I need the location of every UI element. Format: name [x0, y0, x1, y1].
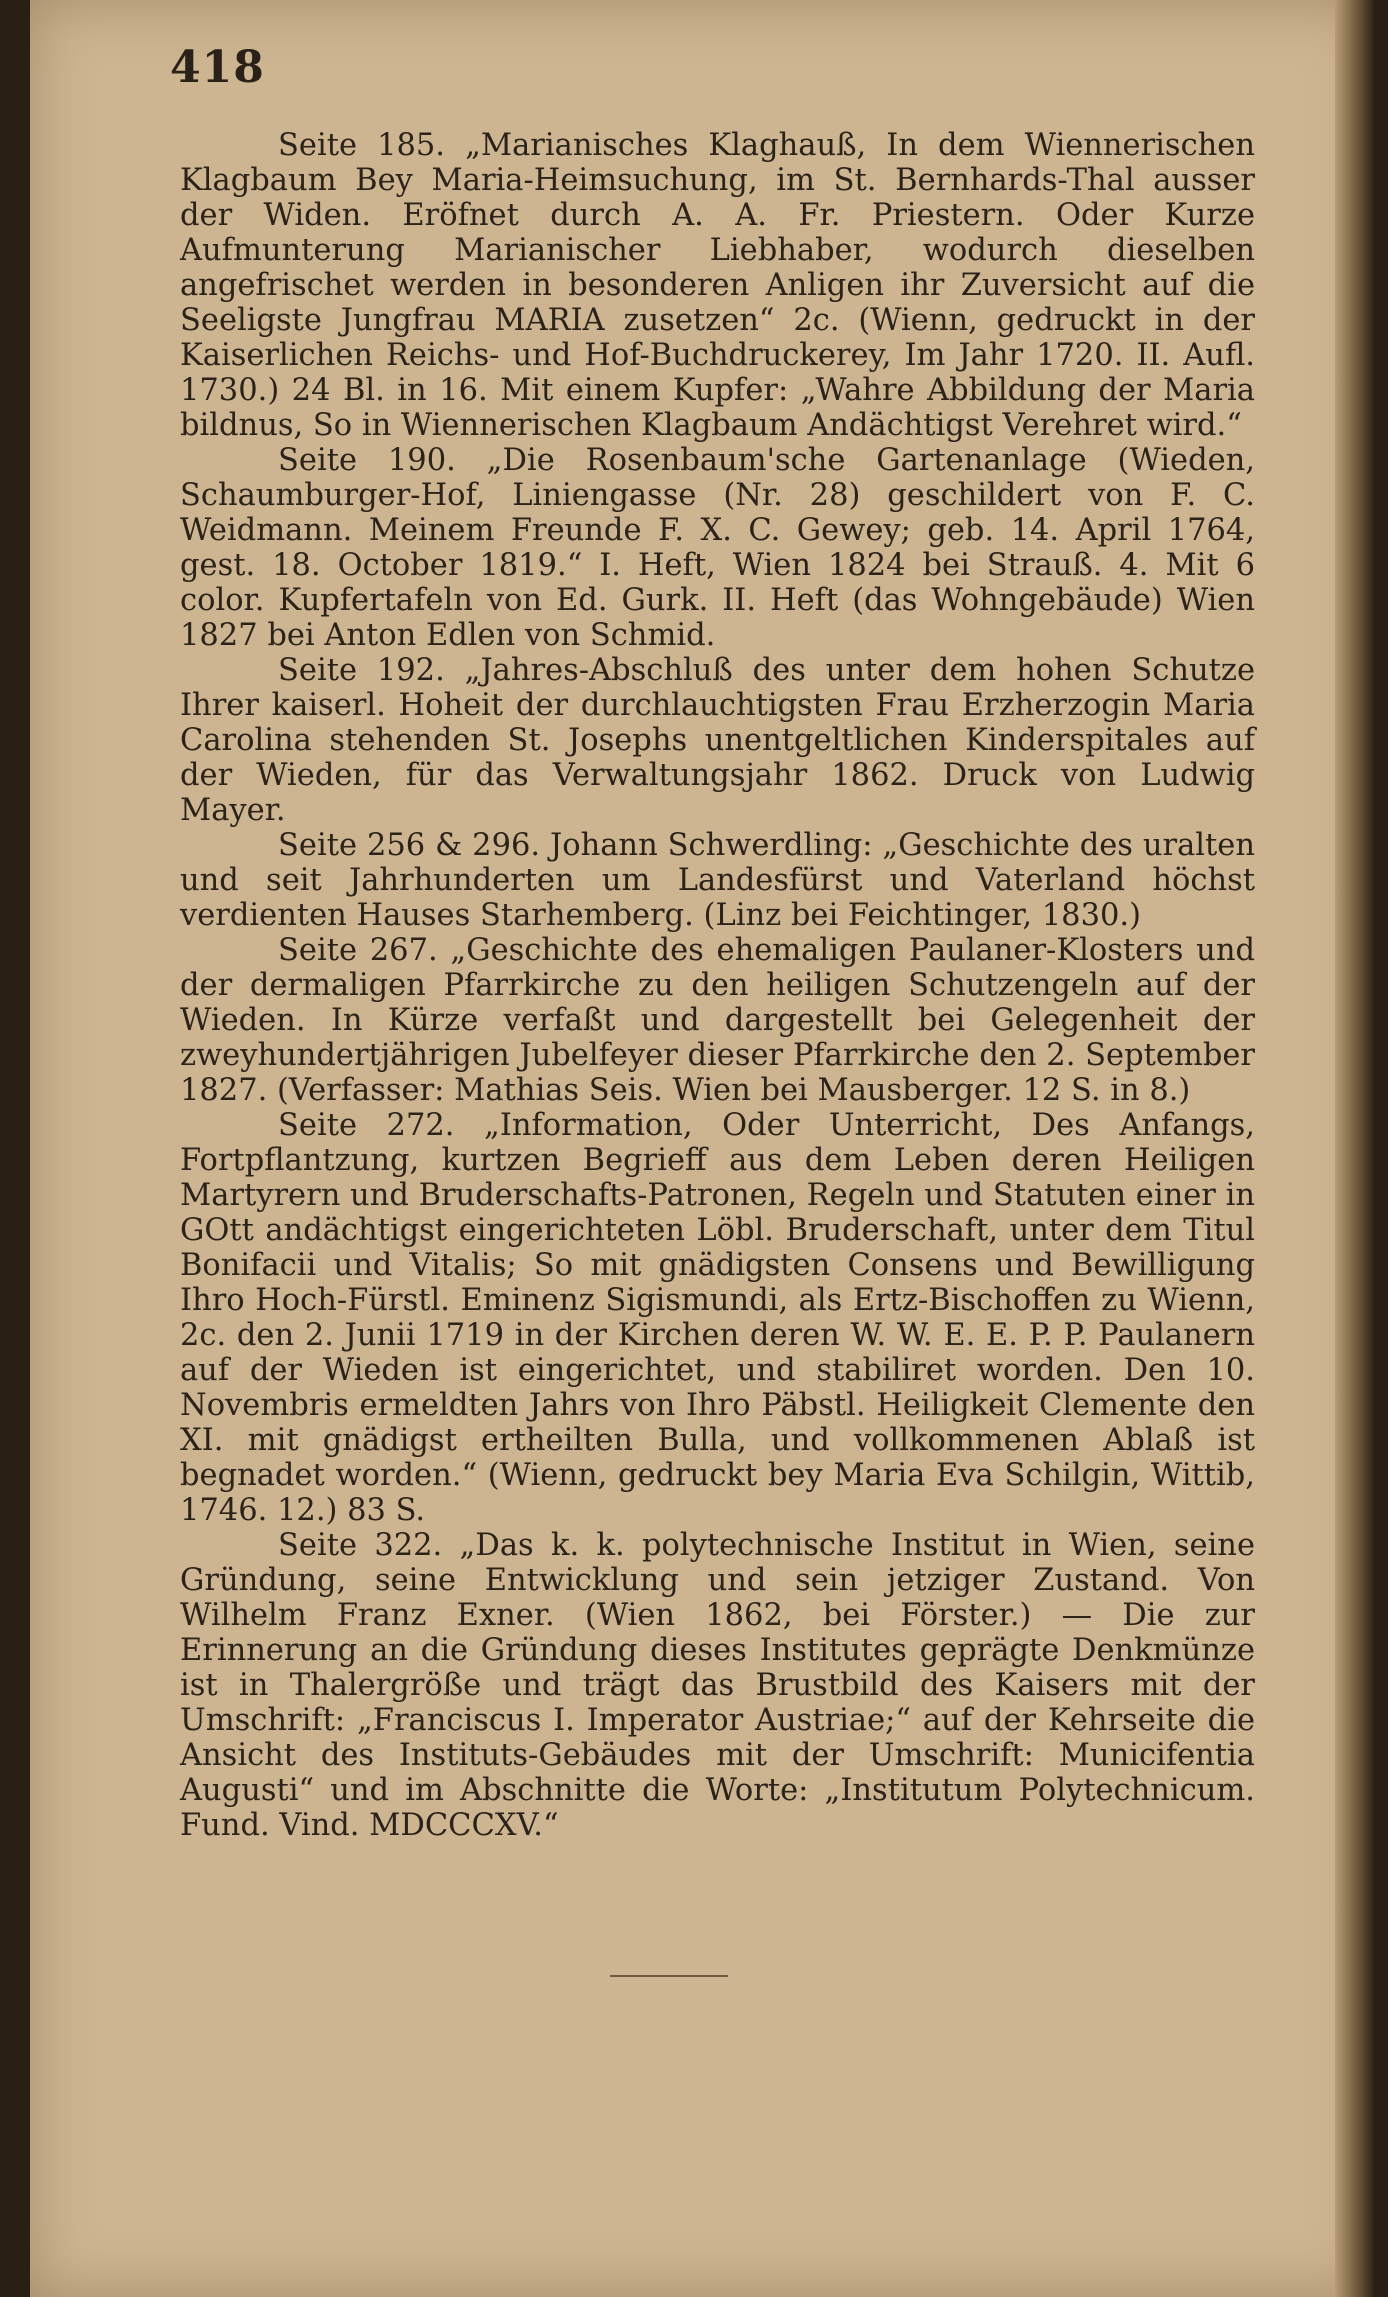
bibliography-text: [180, 128, 1255, 1843]
page-number: 418: [170, 42, 265, 93]
book-page: [30, 0, 1375, 2297]
entry-seite-185: Seite 185. „Marianisches Klaghauß, In dem Wiennerischen Klagbaum Bey Maria-Heimsuchung, im St. Bernhards-Thal ausser der Widen. Eröfnet durch A. A. Fr. Priestern. Oder Kurze Aufmunterung Marianischer Liebhaber, wodurch dieselben angefrischet werden in besonderen Anligen ihr Zuversicht auf die Seeligste Jungfrau MARIA zusetzen“ 2c. (Wienn, gedruckt in der Kaiserlichen Reichs- und Hof-Buchdruckerey, Im Jahr 1720. II. Aufl. 1730.) 24 Bl. in 16. Mit einem Kupfer: „Wahre Abbildung der Maria bildnus, So in Wiennerischen Klagbaum Andächtigst Verehret wird.“: [180, 128, 1255, 443]
entry-seite-272: Seite 272. „Information, Oder Unterricht, Des Anfangs, Fortpflantzung, kurtzen Begrieff aus dem Leben deren Heiligen Martyrern und Bruderschafts-Patronen, Regeln und Statuten einer in GOtt andächtigst eingerichteten Löbl. Bruderschaft, unter dem Titul Bonifacii und Vitalis; So mit gnädigsten Consens und Bewilligung Ihro Hoch-Fürstl. Eminenz Sigismundi, als Ertz-Bischoffen zu Wienn, 2c. den 2. Junii 1719 in der Kirchen deren W. W. E. E. P. P. Paulanern auf der Wieden ist eingerichtet, und stabiliret worden. Den 10. Novembris ermeldten Jahrs von Ihro Päbstl. Heiligkeit Clemente den XI. mit gnädigst ertheilten Bulla, und vollkommenen Ablaß ist begnadet worden.“ (Wienn, gedruckt bey Maria Eva Schilgin, Wittib, 1746. 12.) 83 S.: [180, 1108, 1255, 1528]
book-spine-shadow: [1335, 0, 1375, 2297]
end-rule: [610, 1975, 728, 1977]
entry-seite-267: Seite 267. „Geschichte des ehemaligen Paulaner-Klosters und der dermaligen Pfarrkirche zu den heiligen Schutzengeln auf der Wieden. In Kürze verfaßt und dargestellt bei Gelegenheit der zweyhundertjährigen Jubelfeyer dieser Pfarrkirche den 2. September 1827. (Verfasser: Mathias Seis. Wien bei Mausberger. 12 S. in 8.): [180, 933, 1255, 1108]
entry-seite-256-296: Seite 256 & 296. Johann Schwerdling: „Geschichte des uralten und seit Jahrhunderten um Landesfürst und Vaterland höchst verdienten Hauses Starhemberg. (Linz bei Feichtinger, 1830.): [180, 828, 1255, 933]
entry-seite-190: Seite 190. „Die Rosenbaum'sche Gartenanlage (Wieden, Schaumburger-Hof, Liniengasse (Nr. 28) geschildert von F. C. Weidmann. Meinem Freunde F. X. C. Gewey; geb. 14. April 1764, gest. 18. October 1819.“ I. Heft, Wien 1824 bei Strauß. 4. Mit 6 color. Kupfertafeln von Ed. Gurk. II. Heft (das Wohngebäude) Wien 1827 bei Anton Edlen von Schmid.: [180, 443, 1255, 653]
entry-seite-192: Seite 192. „Jahres-Abschluß des unter dem hohen Schutze Ihrer kaiserl. Hoheit der durchlauchtigsten Frau Erzherzogin Maria Carolina stehenden St. Josephs unentgeltlichen Kinderspitales auf der Wieden, für das Verwaltungsjahr 1862. Druck von Ludwig Mayer.: [180, 653, 1255, 828]
entry-seite-322: Seite 322. „Das k. k. polytechnische Institut in Wien, seine Gründung, seine Entwicklung und sein jetziger Zustand. Von Wilhelm Franz Exner. (Wien 1862, bei Förster.) — Die zur Erinnerung an die Gründung dieses Institutes geprägte Denkmünze ist in Thalergröße und trägt das Brustbild des Kaisers mit der Umschrift: „Franciscus I. Imperator Austriae;“ auf der Kehrseite die Ansicht des Instituts-Gebäudes mit der Umschrift: Municifentia Augusti“ und im Abschnitte die Worte: „Institutum Polytechnicum. Fund. Vind. MDCCCXV.“: [180, 1528, 1255, 1843]
